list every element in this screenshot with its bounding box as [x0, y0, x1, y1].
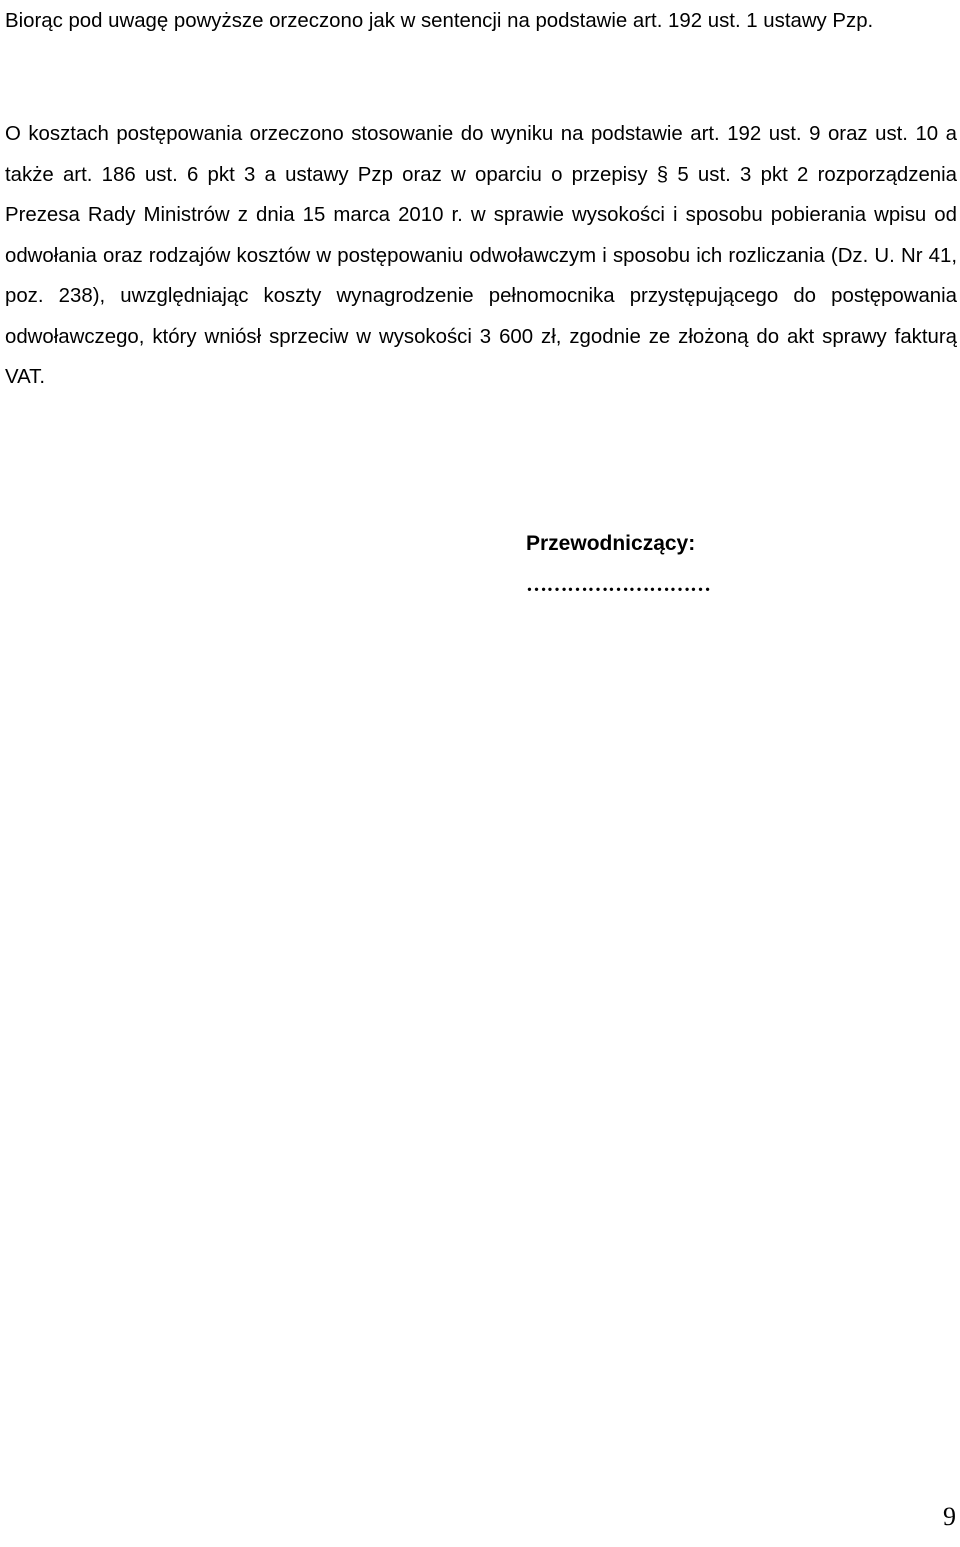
signature-line: ……………………… [526, 572, 711, 596]
paragraph-legal-basis: Biorąc pod uwagę powyższe orzeczono jak w sentencji na podstawie art. 192 ust. 1 ustawy Pzp. [5, 10, 874, 32]
signature-title: Przewodniczący: [526, 532, 696, 555]
signature-block [526, 524, 711, 604]
page-number: 9 [943, 1502, 956, 1531]
paragraph-costs: O kosztach postępowania orzeczono stosowanie do wyniku na podstawie art. 192 ust. 9 oraz ust. 10 a także art. 186 ust. 6 pkt 3 a ustawy Pzp oraz w oparciu o przepisy § 5 ust. 3 pkt 2 rozporządzenia Prezesa Rady Ministrów z dnia 15 marca 2010 r. w sprawie wysokości i sposobu pobierania wpisu od odwołania oraz rodzajów kosztów w postępowaniu odwoławczym i sposobu ich rozliczania (Dz. U. Nr 41, poz. 238), uwzględniając koszty wynagrodzenie pełnomocnika przystępującego do postępowania odwoławczego, który wniósł sprzeciw w wysokości 3 600 zł, zgodnie ze złożoną do akt sprawy fakturą VAT. [5, 123, 957, 388]
